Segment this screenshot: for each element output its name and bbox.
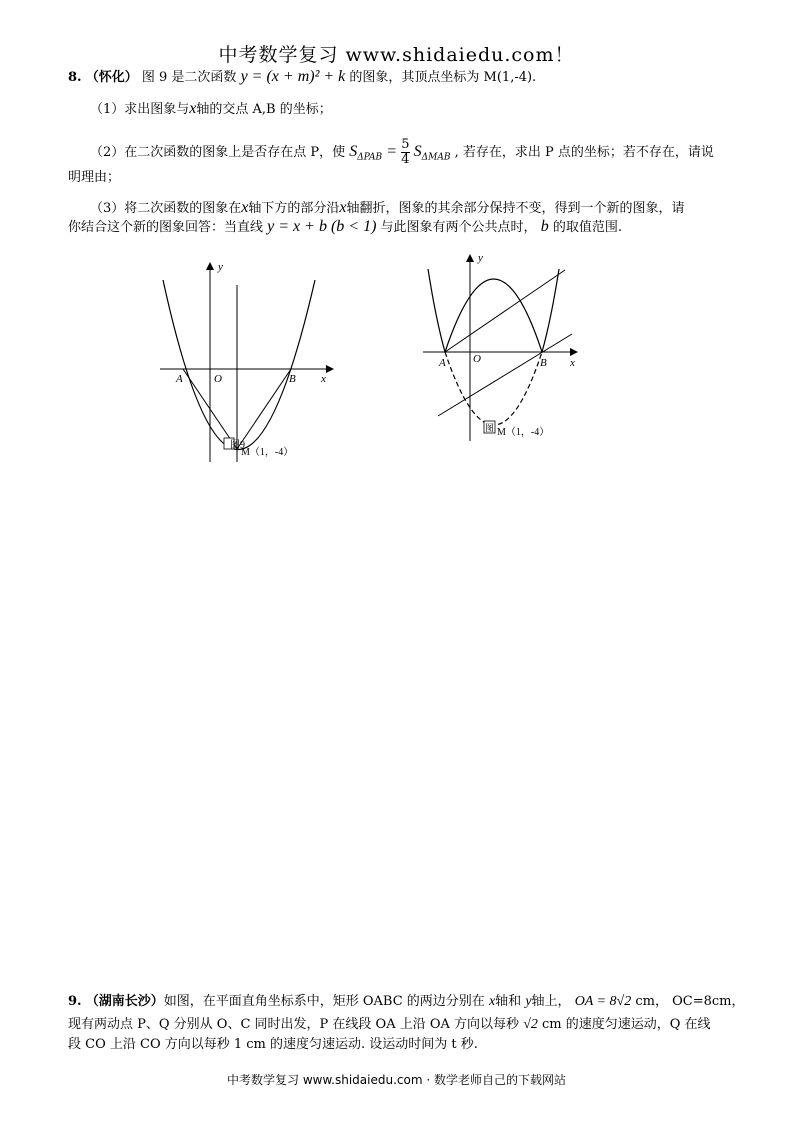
fig1-y-arrow-icon [206,262,214,270]
q8-part2-sub1: ΔPAB [357,152,383,163]
fig2-label-a: A [439,357,446,369]
q8-part1-a: （1）求出图象与 [90,102,190,117]
q8-part2-b: , 若存在，求出 P 点的坐标；若不存在，请说 [454,145,714,160]
fig1-label-m: M（1，-4） [241,447,294,458]
fig2-left-arm [428,269,445,352]
q9-line1-x: x [488,994,496,1009]
fig2-y-arrow-icon [466,254,474,262]
fig1-label-b: B [289,373,296,385]
q8-fraction-den: 4 [401,152,410,167]
q8-source: （怀化） [85,70,138,85]
q8-part3-a: （3）将二次函数的图象在 [90,201,242,216]
fig2-label-o: O [473,353,481,365]
q8-stem [68,67,536,88]
q8-part2-s1: S [349,143,358,160]
q8-part3-d: 你结合这个新的图象回答：当直线 [68,220,264,235]
q8-fraction-num: 5 [401,137,410,152]
q9-line1-c: 轴上， [531,994,571,1009]
page-header: 中考数学复习 www.shidaiedu.com！ [218,44,575,66]
q8-part1 [90,99,332,120]
q9-line2 [68,1015,711,1035]
q8-fraction [401,138,409,167]
q8-part3 [90,198,685,219]
q9-number: 9. [68,994,82,1009]
q8-stem-text-b: 的图象，其顶点坐标为 M(1,-4). [349,70,537,85]
q8-part1-x: x [189,100,197,117]
fig1-label-x: x [321,373,326,385]
figure-9-parabola [150,250,350,470]
q9-line3: 段 CO 上沿 CO 方向以每秒 1 cm 的速度匀速运动. 设运动时间为 t 秒. [68,1037,478,1052]
fig2-label-m: M（1，-4） [497,427,550,438]
fig1-label-a: A [176,373,183,385]
q9-line1-a: 如图，在平面直角坐标系中，矩形 OABC 的两边分别在 [163,994,485,1009]
q9-line1-b: 轴和 [495,994,522,1009]
q8-part3-x2: x [339,199,347,216]
fig1-label-o: O [214,373,222,385]
fig2-caption-tag: 图 [485,423,495,433]
q8-part3-cont [68,217,622,238]
fig1-parabola [163,280,315,450]
q9-line2-sqrt: √2 [523,1017,538,1032]
q8-part3-bvar: b [540,218,549,235]
q8-part2-sub2: ΔMAB [421,152,451,163]
page-footer: 中考数学复习 www.shidaiedu.com · 数学老师自己的下载网站 [227,1073,566,1087]
fig2-label-y: y [478,252,483,264]
fig1-x-arrow-icon [326,365,334,373]
fig1-line-bm [237,369,291,449]
q9-line1-y: y [525,994,532,1009]
fig1-caption-tag: 图9 [230,440,245,451]
q9-line2-a: 现有两动点 P、Q 分别从 O、C 同时出发，P 在线段 OA 上沿 OA 方向以每秒 [68,1017,520,1032]
q8-part2-eq: = [386,143,398,160]
q9-line1-d: cm， OC=8cm， [635,994,745,1009]
fig2-line-lower [438,334,572,416]
q8-part2-cont: 明理由； [68,170,121,185]
q8-part3-x: x [241,199,249,216]
figure-folded-parabola [418,248,593,448]
q8-part3-f: 的取值范围. [552,220,622,235]
fig2-right-arm [542,269,559,352]
fig2-label-x: x [570,357,575,369]
q9-line1-oa: OA = 8√2 [574,994,632,1009]
q8-part3-e: 与此图象有两个公共点时， [380,220,537,235]
q8-part2-a: （2）在二次函数的图象上是否存在点 P，使 [90,145,346,160]
q9-source: （湖南长沙） [85,994,164,1009]
q8-part3-formula: y = x + b (b < 1) [267,218,377,235]
fig2-x-arrow-icon [570,348,578,356]
q8-number: 8. [68,70,82,85]
q8-part2-s2: S [413,143,422,160]
fig1-label-y: y [218,261,223,273]
q9-line1 [68,992,745,1012]
q8-formula: y = (x + m)² + k [240,68,346,85]
fig2-label-b: B [540,357,547,369]
q8-part1-b: 轴的交点 A,B 的坐标； [196,102,332,117]
fig2-original-dashed [445,352,542,425]
q8-part3-c: 轴翻折，图象的其余部分保持不变，得到一个新的图象，请 [346,201,685,216]
q8-part3-b: 轴下方的部分沿 [248,201,340,216]
q8-stem-text: 图 9 是二次函数 [141,70,237,85]
fig2-folded-hump [445,279,542,352]
q9-line2-b: cm 的速度匀速运动，Q 在线 [542,1017,711,1032]
q8-part2 [90,138,714,168]
